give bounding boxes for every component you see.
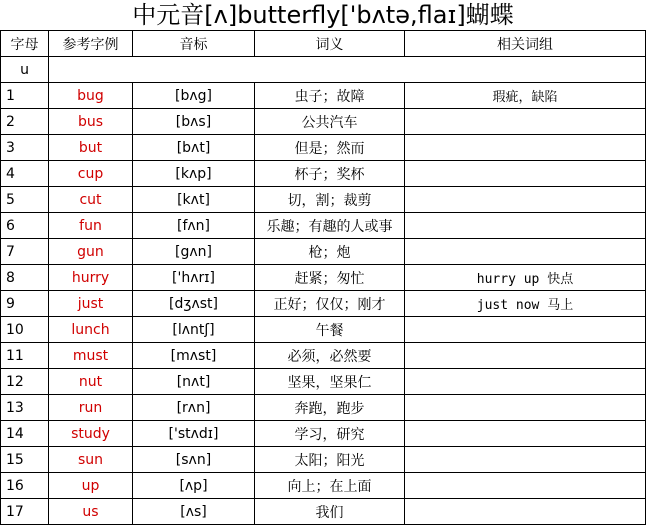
example-word-cell: us	[49, 499, 133, 525]
meaning-cell: 公共汽车	[255, 109, 405, 135]
table-row	[1, 109, 646, 135]
table-body	[1, 31, 646, 525]
related-phrase-cell: hurry up 快点	[405, 265, 646, 291]
meaning-cell: 赶紧；匆忙	[255, 265, 405, 291]
related-phrase-cell	[405, 239, 646, 265]
phonetic-cell: [lʌntʃ]	[133, 317, 255, 343]
meaning-cell: 我们	[255, 499, 405, 525]
related-phrase-cell	[405, 109, 646, 135]
related-phrase-cell	[405, 343, 646, 369]
phonetic-cell: ['hʌrɪ]	[133, 265, 255, 291]
header-related: 相关词组	[405, 31, 646, 57]
row-number-cell: 11	[1, 343, 49, 369]
row-number-cell: 3	[1, 135, 49, 161]
table-row	[1, 369, 646, 395]
header-letter: 字母	[1, 31, 49, 57]
related-phrase-cell: just now 马上	[405, 291, 646, 317]
phonetic-cell: [nʌt]	[133, 369, 255, 395]
related-phrase-cell	[405, 135, 646, 161]
letter-cell: u	[1, 57, 49, 83]
meaning-cell: 但是；然而	[255, 135, 405, 161]
related-phrase-cell	[405, 369, 646, 395]
table-row	[1, 343, 646, 369]
row-number-cell: 9	[1, 291, 49, 317]
row-number-cell: 1	[1, 83, 49, 109]
table-row	[1, 187, 646, 213]
table-row	[1, 473, 646, 499]
phonetic-cell: [dʒʌst]	[133, 291, 255, 317]
example-word-cell: cup	[49, 161, 133, 187]
example-word-cell: up	[49, 473, 133, 499]
table-row	[1, 499, 646, 525]
vocabulary-table	[0, 30, 646, 525]
related-phrase-cell	[405, 421, 646, 447]
example-word-cell: but	[49, 135, 133, 161]
related-phrase-cell: 瑕疵，缺陷	[405, 83, 646, 109]
related-phrase-cell	[405, 161, 646, 187]
meaning-cell: 太阳；阳光	[255, 447, 405, 473]
meaning-cell: 虫子；故障	[255, 83, 405, 109]
phonetic-cell: [rʌn]	[133, 395, 255, 421]
meaning-cell: 枪；炮	[255, 239, 405, 265]
phonetic-cell: [mʌst]	[133, 343, 255, 369]
header-meaning: 词义	[255, 31, 405, 57]
phonetic-cell: [bʌt]	[133, 135, 255, 161]
example-word-cell: study	[49, 421, 133, 447]
phonetic-cell: [bʌg]	[133, 83, 255, 109]
table-row	[1, 317, 646, 343]
example-word-cell: gun	[49, 239, 133, 265]
phonetic-cell: [ʌs]	[133, 499, 255, 525]
table-row	[1, 265, 646, 291]
table-row	[1, 239, 646, 265]
related-phrase-cell	[405, 473, 646, 499]
meaning-cell: 午餐	[255, 317, 405, 343]
table-row	[1, 291, 646, 317]
row-number-cell: 2	[1, 109, 49, 135]
phonetic-cell: [bʌs]	[133, 109, 255, 135]
related-phrase-cell	[405, 187, 646, 213]
row-number-cell: 15	[1, 447, 49, 473]
meaning-cell: 杯子；奖杯	[255, 161, 405, 187]
header-row	[1, 31, 646, 57]
row-number-cell: 14	[1, 421, 49, 447]
meaning-cell: 切，割；裁剪	[255, 187, 405, 213]
meaning-cell: 正好；仅仅；刚才	[255, 291, 405, 317]
row-number-cell: 5	[1, 187, 49, 213]
meaning-cell: 向上；在上面	[255, 473, 405, 499]
header-phonetic: 音标	[133, 31, 255, 57]
example-word-cell: run	[49, 395, 133, 421]
example-word-cell: sun	[49, 447, 133, 473]
example-word-cell: lunch	[49, 317, 133, 343]
related-phrase-cell	[405, 395, 646, 421]
row-number-cell: 16	[1, 473, 49, 499]
phonetic-cell: [kʌp]	[133, 161, 255, 187]
header-example: 参考字例	[49, 31, 133, 57]
example-word-cell: hurry	[49, 265, 133, 291]
meaning-cell: 奔跑，跑步	[255, 395, 405, 421]
letter-blank-cell	[49, 57, 646, 83]
related-phrase-cell	[405, 447, 646, 473]
related-phrase-cell	[405, 317, 646, 343]
meaning-cell: 乐趣；有趣的人或事	[255, 213, 405, 239]
related-phrase-cell	[405, 499, 646, 525]
row-number-cell: 4	[1, 161, 49, 187]
table-row	[1, 161, 646, 187]
example-word-cell: bug	[49, 83, 133, 109]
page-title: 中元音[ʌ]butterfly['bʌtə,flaɪ]蝴蝶	[132, 1, 514, 29]
row-number-cell: 12	[1, 369, 49, 395]
example-word-cell: bus	[49, 109, 133, 135]
phonetic-cell: ['stʌdɪ]	[133, 421, 255, 447]
row-number-cell: 17	[1, 499, 49, 525]
phonetic-cell: [gʌn]	[133, 239, 255, 265]
example-word-cell: nut	[49, 369, 133, 395]
table-row	[1, 395, 646, 421]
meaning-cell: 必须，必然要	[255, 343, 405, 369]
letter-row	[1, 57, 646, 83]
example-word-cell: cut	[49, 187, 133, 213]
row-number-cell: 7	[1, 239, 49, 265]
table-row	[1, 135, 646, 161]
example-word-cell: fun	[49, 213, 133, 239]
table-row	[1, 83, 646, 109]
phonetic-cell: [sʌn]	[133, 447, 255, 473]
phonetic-cell: [kʌt]	[133, 187, 255, 213]
table-row	[1, 213, 646, 239]
example-word-cell: just	[49, 291, 133, 317]
phonetic-cell: [ʌp]	[133, 473, 255, 499]
related-phrase-cell	[405, 213, 646, 239]
row-number-cell: 13	[1, 395, 49, 421]
row-number-cell: 6	[1, 213, 49, 239]
meaning-cell: 坚果，坚果仁	[255, 369, 405, 395]
row-number-cell: 10	[1, 317, 49, 343]
meaning-cell: 学习，研究	[255, 421, 405, 447]
phonetic-cell: [fʌn]	[133, 213, 255, 239]
table-row	[1, 421, 646, 447]
table-row	[1, 447, 646, 473]
example-word-cell: must	[49, 343, 133, 369]
row-number-cell: 8	[1, 265, 49, 291]
